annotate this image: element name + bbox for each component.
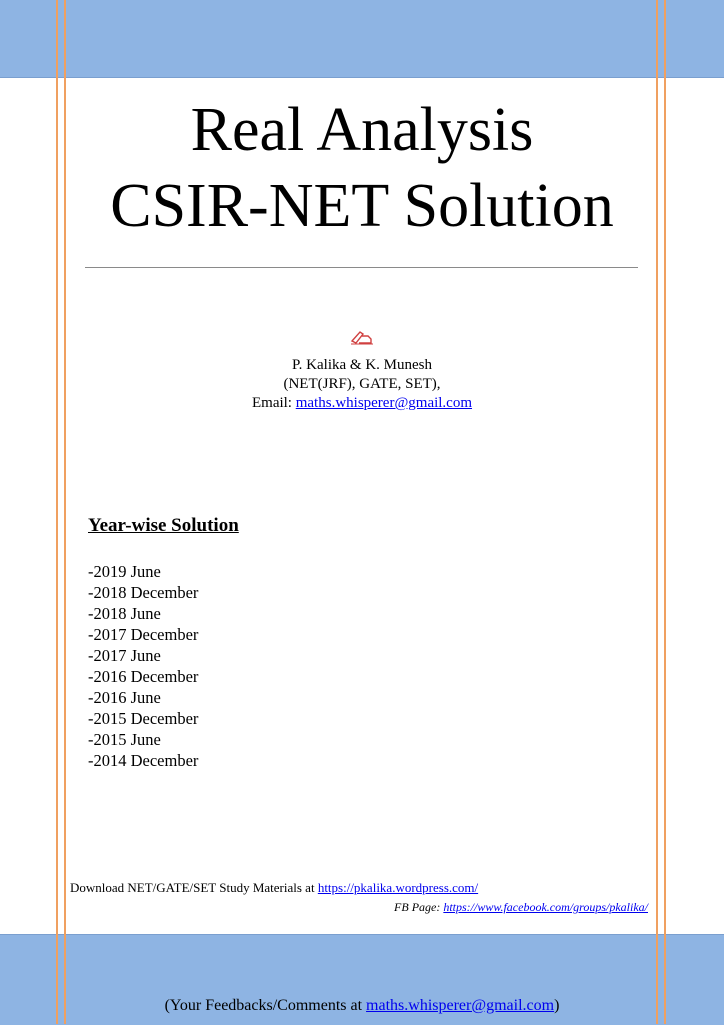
year-item: -2018 June (88, 604, 161, 623)
year-list (88, 561, 198, 771)
author-names: P. Kalika & K. Munesh (292, 357, 432, 373)
year-item: -2015 June (88, 730, 161, 749)
title-divider (85, 267, 638, 268)
author-email-link[interactable]: maths.whisperer@gmail.com (295, 395, 473, 411)
year-item: -2018 December (88, 583, 199, 602)
title-line-2: CSIR-NET Solution (110, 172, 614, 240)
title-line-1: Real Analysis (190, 96, 534, 164)
download-line (70, 880, 478, 896)
column-top-band (64, 0, 657, 78)
year-item: -2014 December (88, 751, 199, 770)
year-item: -2016 June (88, 688, 161, 707)
year-item: -2016 December (88, 667, 199, 686)
year-item: -2015 December (88, 709, 199, 728)
author-email-line (64, 394, 660, 413)
writing-hand-icon (350, 328, 374, 346)
email-label: Email: (251, 395, 296, 411)
left-outer-border (56, 0, 58, 1024)
facebook-link[interactable]: https://www.facebook.com/groups/pkalika/ (443, 900, 648, 914)
wordpress-link[interactable]: https://pkalika.wordpress.com/ (317, 880, 479, 895)
footer-prefix: (Your Feedbacks/Comments at (164, 997, 367, 1014)
fb-label: FB Page: (394, 900, 444, 914)
download-text: Download NET/GATE/SET Study Materials at (70, 880, 318, 895)
feedback-footer (0, 997, 724, 1015)
author-qualifications: (NET(JRF), GATE, SET), (283, 376, 441, 392)
year-item: -2017 December (88, 625, 199, 644)
fb-page-line (394, 900, 648, 915)
section-heading: Year-wise Solution (88, 515, 239, 536)
year-item: -2019 June (88, 562, 161, 581)
footer-email-link[interactable]: maths.whisperer@gmail.com (366, 997, 555, 1014)
year-item: -2017 June (88, 646, 161, 665)
right-outer-border (664, 0, 666, 1024)
footer-suffix: ) (554, 997, 560, 1014)
